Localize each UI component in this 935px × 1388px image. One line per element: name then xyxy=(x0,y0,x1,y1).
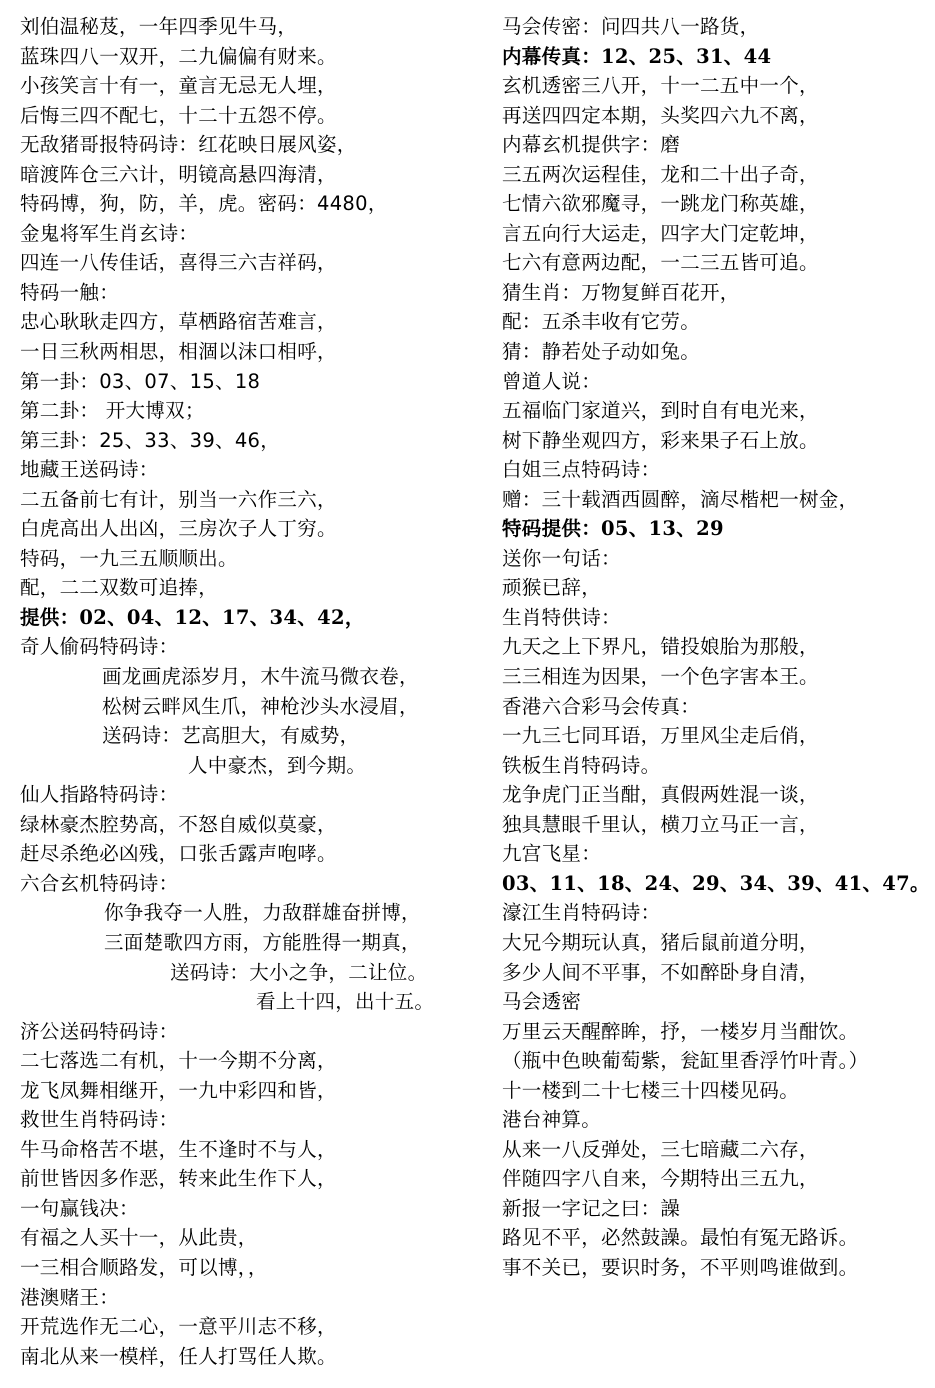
text-line: 忠心耿耿走四方，草栖路宿苦难言， xyxy=(20,310,337,334)
text-line: 牛马命格苦不堪，生不逢时不与人， xyxy=(20,1137,337,1161)
text-line: 言五向行大运走，四字大门定乾坤， xyxy=(502,221,819,245)
text-line: 一三相合顺路发，可以博，， xyxy=(20,1255,268,1279)
text-line: 七六有意两边配，一二三五皆可追。 xyxy=(502,251,819,275)
text-line: 路见不平，必然鼓譟。最怕有冤无路诉。 xyxy=(502,1226,859,1250)
text-line: 南北从来一模样，任人打骂任人欺。 xyxy=(20,1344,337,1368)
text-line: 二五备前七有计，别当一六作三六， xyxy=(20,487,337,511)
text-line: 内幕玄机提供字：磨 xyxy=(502,133,681,157)
text-line: 赶尽杀绝必凶残，口张舌露声咆哮。 xyxy=(20,842,337,866)
text-line: 万里云天醒醉眸，抒，一楼岁月当酣饮。 xyxy=(502,1019,859,1043)
text-line: 生肖特供诗： xyxy=(502,605,621,629)
text-line: 曾道人说： xyxy=(502,369,602,393)
text-line: 刘伯温秘芨，一年四季见牛马， xyxy=(20,15,298,38)
text-line: 画龙画虎添岁月，木牛流马微衣卷， xyxy=(102,665,419,689)
text-line: 你争我夺一人胜，力敌群雄奋拼博， xyxy=(104,901,421,925)
text-line: 绿林豪杰腔势高，不怒自威似莫豪， xyxy=(20,812,337,836)
text-line: 玄机透密三八开，十一二五中一个， xyxy=(502,74,819,98)
text-line: 三五两次运程佳，龙和二十出子奇， xyxy=(502,162,819,186)
text-line: 新报一字记之曰：譟 xyxy=(502,1196,681,1220)
text-line: 马会传密：问四共八一路货， xyxy=(502,15,760,38)
text-line: 猜生肖：万物复鲜百花开， xyxy=(502,280,740,304)
text-line: 龙飞凤舞相继开，一九中彩四和皆， xyxy=(20,1078,337,1102)
text-line: 五福临门家道兴，到时自有电光来， xyxy=(502,399,819,423)
text-line: 树下静坐观四方，彩来果子石上放。 xyxy=(502,428,819,452)
text-line: 有福之人买十一，从此贵， xyxy=(20,1226,258,1250)
text-line: 送码诗：大小之争，二让位。 xyxy=(170,960,428,984)
text-line: 从来一八反弹处，三七暗藏二六存， xyxy=(502,1137,819,1161)
text-line: 独具慧眼千里认，横刀立马正一言， xyxy=(502,812,819,836)
text-line: 三面楚歌四方雨，方能胜得一期真， xyxy=(104,930,421,954)
text-line: 九宫飞星： xyxy=(502,842,602,866)
text-line: 蓝珠四八一双开，二九偏偏有财来。 xyxy=(20,44,337,68)
text-line: 仙人指路特码诗： xyxy=(20,783,179,807)
text-line: 二七落选二有机，十一今期不分离， xyxy=(20,1049,337,1073)
text-line: 四连一八传佳话，喜得三六吉祥码， xyxy=(20,251,337,275)
text-line: 赠：三十载酒西圆醉，滴尽楷杷一树金， xyxy=(502,487,859,511)
text-line: 一日三秋两相思，相涸以沫口相呼， xyxy=(20,340,337,364)
text-line: 港澳赌王： xyxy=(20,1285,120,1309)
text-line: 03、11、18、24、29、34、39、41、47。 xyxy=(502,871,930,895)
text-line: 一九三七同耳语，万里风尘走后俏， xyxy=(502,724,819,748)
text-line: 特码，一九三五顺顺出。 xyxy=(20,546,238,570)
text-line: 港台神算。 xyxy=(502,1108,602,1132)
text-line: 送码诗：艺高胆大，有威势， xyxy=(102,724,360,748)
text-line: 后悔三四不配七，十二十五怨不停。 xyxy=(20,103,337,127)
text-line: 看上十四，出十五。 xyxy=(256,990,435,1014)
text-line: 再送四四定本期，头奖四六九不离， xyxy=(502,103,819,127)
text-line: 配，二二双数可追捧， xyxy=(20,576,219,600)
text-line: 十一楼到二十七楼三十四楼见码。 xyxy=(502,1078,800,1102)
text-line: 顽猴已辞， xyxy=(502,576,602,600)
text-line: 九天之上下界凡，错投娘胎为那般， xyxy=(502,635,819,659)
text-line: 七情六欲邪魔寻，一跳龙门称英雄， xyxy=(502,192,819,216)
text-line: 无敌猪哥报特码诗：红花映日展风姿， xyxy=(20,133,357,157)
text-line: 特码提供：05、13、29 xyxy=(502,517,724,541)
text-line: 第二卦： 开大博双； xyxy=(20,399,205,423)
text-line: 特码博，狗，防，羊，虎。密码：4480， xyxy=(20,192,388,216)
text-line: 小孩笑言十有一，童言无忌无人埋， xyxy=(20,74,337,98)
text-line: 猜：静若处子动如兔。 xyxy=(502,340,701,364)
text-line: 第一卦：03、07、15、18 xyxy=(20,369,261,393)
text-line: 开荒选作无二心，一意平川志不移， xyxy=(20,1315,337,1339)
text-line: 内幕传真：12、25、31、44 xyxy=(502,44,772,68)
text-line: 松树云畔风生爪，神枪沙头水浸眉， xyxy=(102,694,419,718)
text-line: 前世皆因多作恶，转来此生作下人， xyxy=(20,1167,337,1191)
text-line: 白姐三点特码诗： xyxy=(502,458,661,482)
text-line: 六合玄机特码诗： xyxy=(20,871,179,895)
text-line: 配：五杀丰收有它劳。 xyxy=(502,310,701,334)
text-line: 大兄今期玩认真，猪后鼠前道分明， xyxy=(502,930,819,954)
text-line: 金鬼将军生肖玄诗： xyxy=(20,221,199,245)
text-line: 暗渡阵仓三六计，明镜高悬四海清， xyxy=(20,162,337,186)
text-line: 濠江生肖特码诗： xyxy=(502,901,661,925)
text-line: 马会透密 xyxy=(502,990,582,1014)
text-line: 人中豪杰，到今期。 xyxy=(188,753,367,777)
text-line: 一句赢钱决： xyxy=(20,1196,139,1220)
text-line: 救世生肖特码诗： xyxy=(20,1108,179,1132)
left-column xyxy=(20,12,490,1371)
right-column xyxy=(502,12,930,1283)
text-line: 济公送码特码诗： xyxy=(20,1019,179,1043)
text-line: 龙争虎门正当酣，真假两姓混一谈， xyxy=(502,783,819,807)
text-line: 三三相连为因果，一个色字害本王。 xyxy=(502,665,819,689)
text-line: 地藏王送码诗： xyxy=(20,458,159,482)
text-line: 白虎高出人出凶，三房次子人丁穷。 xyxy=(20,517,337,541)
text-line: 多少人间不平事，不如醉卧身自清， xyxy=(502,960,819,984)
text-line: 香港六合彩马会传真： xyxy=(502,694,701,718)
text-line: 伴随四字八自来，今期特出三五九， xyxy=(502,1167,819,1191)
text-line: 事不关已，要识时务，不平则鸣谁做到。 xyxy=(502,1255,859,1279)
text-line: 第三卦：25、33、39、46， xyxy=(20,428,281,452)
text-line: 特码一触： xyxy=(20,280,120,304)
text-line: 送你一句话： xyxy=(502,546,621,570)
text-line: 提供：02、04、12、17、34、42， xyxy=(20,605,365,629)
text-line: 铁板生肖特码诗。 xyxy=(502,753,661,777)
text-line: 奇人偷码特码诗： xyxy=(20,635,179,659)
text-line: （瓶中色映葡萄紫，瓮缸里香浮竹叶青。） xyxy=(502,1049,869,1073)
